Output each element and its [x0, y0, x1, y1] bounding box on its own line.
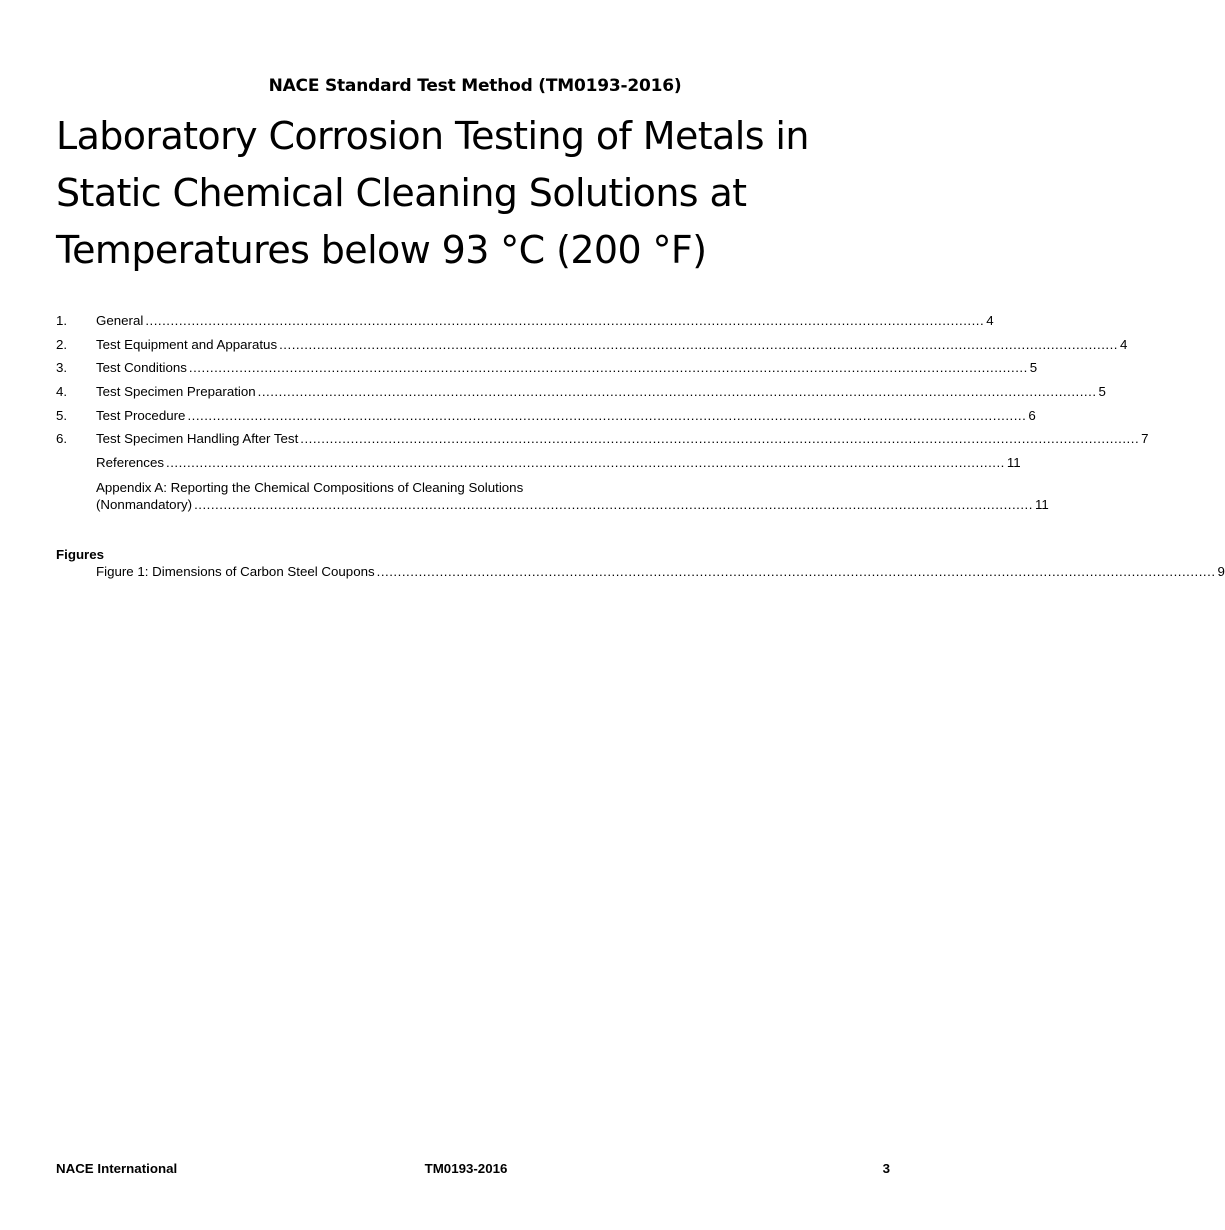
toc-entry-label: Test Specimen Handling After Test	[96, 431, 299, 447]
standard-designation: NACE Standard Test Method (TM0193-2016)	[268, 76, 682, 96]
title-line: Laboratory Corrosion Testing of Metals in	[56, 114, 809, 158]
toc-entry-number: 4.	[56, 384, 68, 400]
footer-document-id: TM0193-2016	[424, 1161, 508, 1176]
toc-entry-page: 6	[1028, 407, 1036, 423]
figure-entry-page: 9	[1217, 564, 1225, 579]
toc-entry-label: Appendix A: Reporting the Chemical Compositions of Cleaning Solutions	[96, 479, 524, 495]
toc-entry-label-continued: (Nonmandatory)	[96, 496, 193, 512]
toc-entry-page: 5	[1029, 360, 1038, 376]
toc-entry[interactable]	[56, 384, 1106, 408]
toc-entry-page: 4	[1119, 336, 1128, 352]
toc-entry[interactable]	[56, 431, 1149, 455]
toc-entry-label: Test Procedure	[96, 407, 186, 423]
dot-leader: ........................................................................................................................................................................................................	[187, 407, 1027, 423]
dot-leader: ........................................................................................................................................................................................................	[145, 313, 985, 328]
dot-leader: ........................................................................................................................................................................................................	[166, 455, 1005, 471]
toc-entry[interactable]	[56, 407, 1036, 432]
toc-entry-number: 6.	[56, 431, 68, 447]
footer-organization: NACE International	[56, 1161, 178, 1176]
toc-entry-page: 11	[1006, 455, 1021, 471]
toc-entry-page: 5	[1098, 384, 1106, 400]
document-title	[56, 108, 916, 279]
toc-entry-label: Test Conditions	[96, 360, 187, 376]
toc-entry-label: Test Equipment and Apparatus	[96, 336, 278, 352]
page-number: 3	[882, 1161, 890, 1176]
title-line: Temperatures below 93 °C (200 °F)	[56, 228, 707, 272]
page-footer	[56, 1161, 890, 1179]
toc-entry-references[interactable]	[56, 455, 1021, 479]
dot-leader: ........................................................................................................................................................................................................	[376, 564, 1216, 579]
figures-heading: Figures	[56, 547, 105, 562]
toc-entry-label: General	[96, 313, 144, 328]
toc-entry-number: 5.	[56, 407, 68, 423]
dot-leader: ........................................................................................................................................................................................................	[257, 384, 1097, 400]
toc-entry-page: 7	[1141, 431, 1149, 447]
toc-entry[interactable]	[56, 313, 994, 337]
toc-entry-number: 3.	[56, 360, 68, 376]
dot-leader: ........................................................................................................................................................................................................	[279, 336, 1118, 352]
table-of-contents	[56, 313, 1149, 513]
toc-entry-number: 2.	[56, 336, 68, 352]
toc-entry-label: References	[96, 455, 164, 471]
toc-entry[interactable]	[56, 336, 1128, 361]
dot-leader: ........................................................................................................................................................................................................	[300, 431, 1140, 447]
toc-entry-page: 11	[1034, 496, 1049, 512]
toc-entry-label: Test Specimen Preparation	[96, 384, 256, 400]
dot-leader: ........................................................................................................................................................................................................	[188, 360, 1028, 376]
toc-entry-page: 4	[986, 313, 994, 328]
list-of-figures	[56, 546, 1225, 580]
toc-entry[interactable]	[56, 360, 1038, 384]
figure-entry-label: Figure 1: Dimensions of Carbon Steel Coupons	[96, 564, 375, 579]
dot-leader: ........................................................................................................................................................................................................	[194, 496, 1033, 512]
toc-entry-number: 1.	[56, 313, 68, 328]
title-line: Static Chemical Cleaning Solutions at	[56, 171, 747, 215]
toc-entry-appendix[interactable]	[96, 479, 1049, 513]
figure-entry[interactable]	[96, 563, 1225, 580]
